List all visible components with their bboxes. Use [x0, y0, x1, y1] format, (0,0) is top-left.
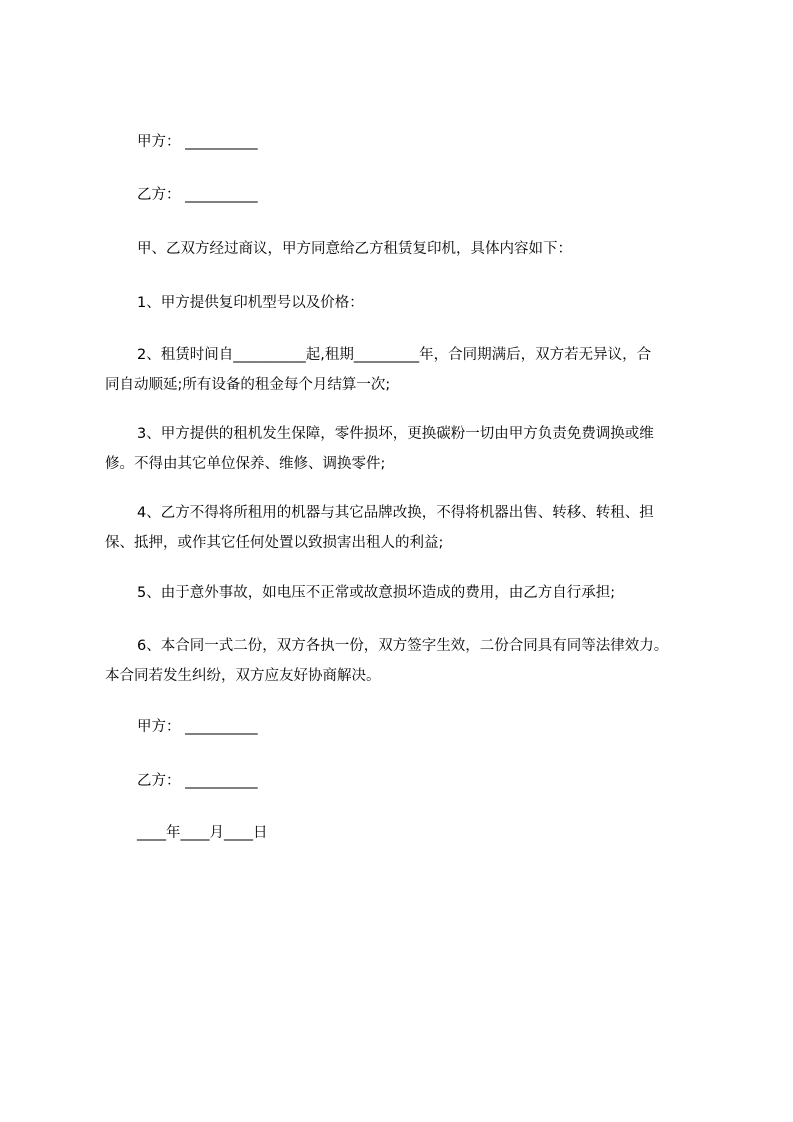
header-party-b: 乙方： __________ [137, 187, 258, 203]
clause-6-line-2: 本合同若发生纠纷，双方应友好协商解决。 [105, 668, 381, 684]
clause-2-line-2: 同自动顺延;所有设备的租金每个月结算一次; [105, 377, 391, 393]
clause-6-line-1: 6、本合同一式二份，双方各执一份，双方签字生效，二份合同具有同等法律效力。 [137, 638, 669, 654]
clause-4 [105, 498, 719, 558]
clause-1: 1、甲方提供复印机型号以及价格： [137, 295, 364, 311]
clause-5: 5、由于意外事故，如电压不正常或故意损坏造成的费用，由乙方自行承担; [137, 585, 616, 601]
clause-3-line-2: 修。不得由其它单位保养、维修、调换零件; [105, 456, 386, 472]
clause-4-line-1: 4、乙方不得将所租用的机器与其它品牌改换，不得将机器出售、转移、转租、担 [137, 505, 654, 521]
footer-party-a: 甲方： __________ [137, 719, 258, 735]
clause-2-line-1: 2、租赁时间自__________起,租期_________年，合同期满后，双方若无异议，合 [137, 347, 652, 363]
clause-3-line-1: 3、甲方提供的租机发生保障，零件损坏，更换碳粉一切由甲方负责免费调换或维 [137, 426, 654, 442]
clause-4-line-2: 保、抵押，或作其它任何处置以致损害出租人的利益; [105, 535, 444, 551]
clause-3 [105, 419, 719, 479]
header-party-a: 甲方： __________ [137, 134, 258, 150]
clause-2 [105, 340, 719, 400]
footer-date: ____年____月____日 [137, 825, 268, 841]
clause-6 [105, 631, 719, 691]
intro-paragraph: 甲、乙双方经过商议，甲方同意给乙方租赁复印机，具体内容如下： [137, 241, 572, 257]
footer-party-b: 乙方： __________ [137, 773, 258, 789]
